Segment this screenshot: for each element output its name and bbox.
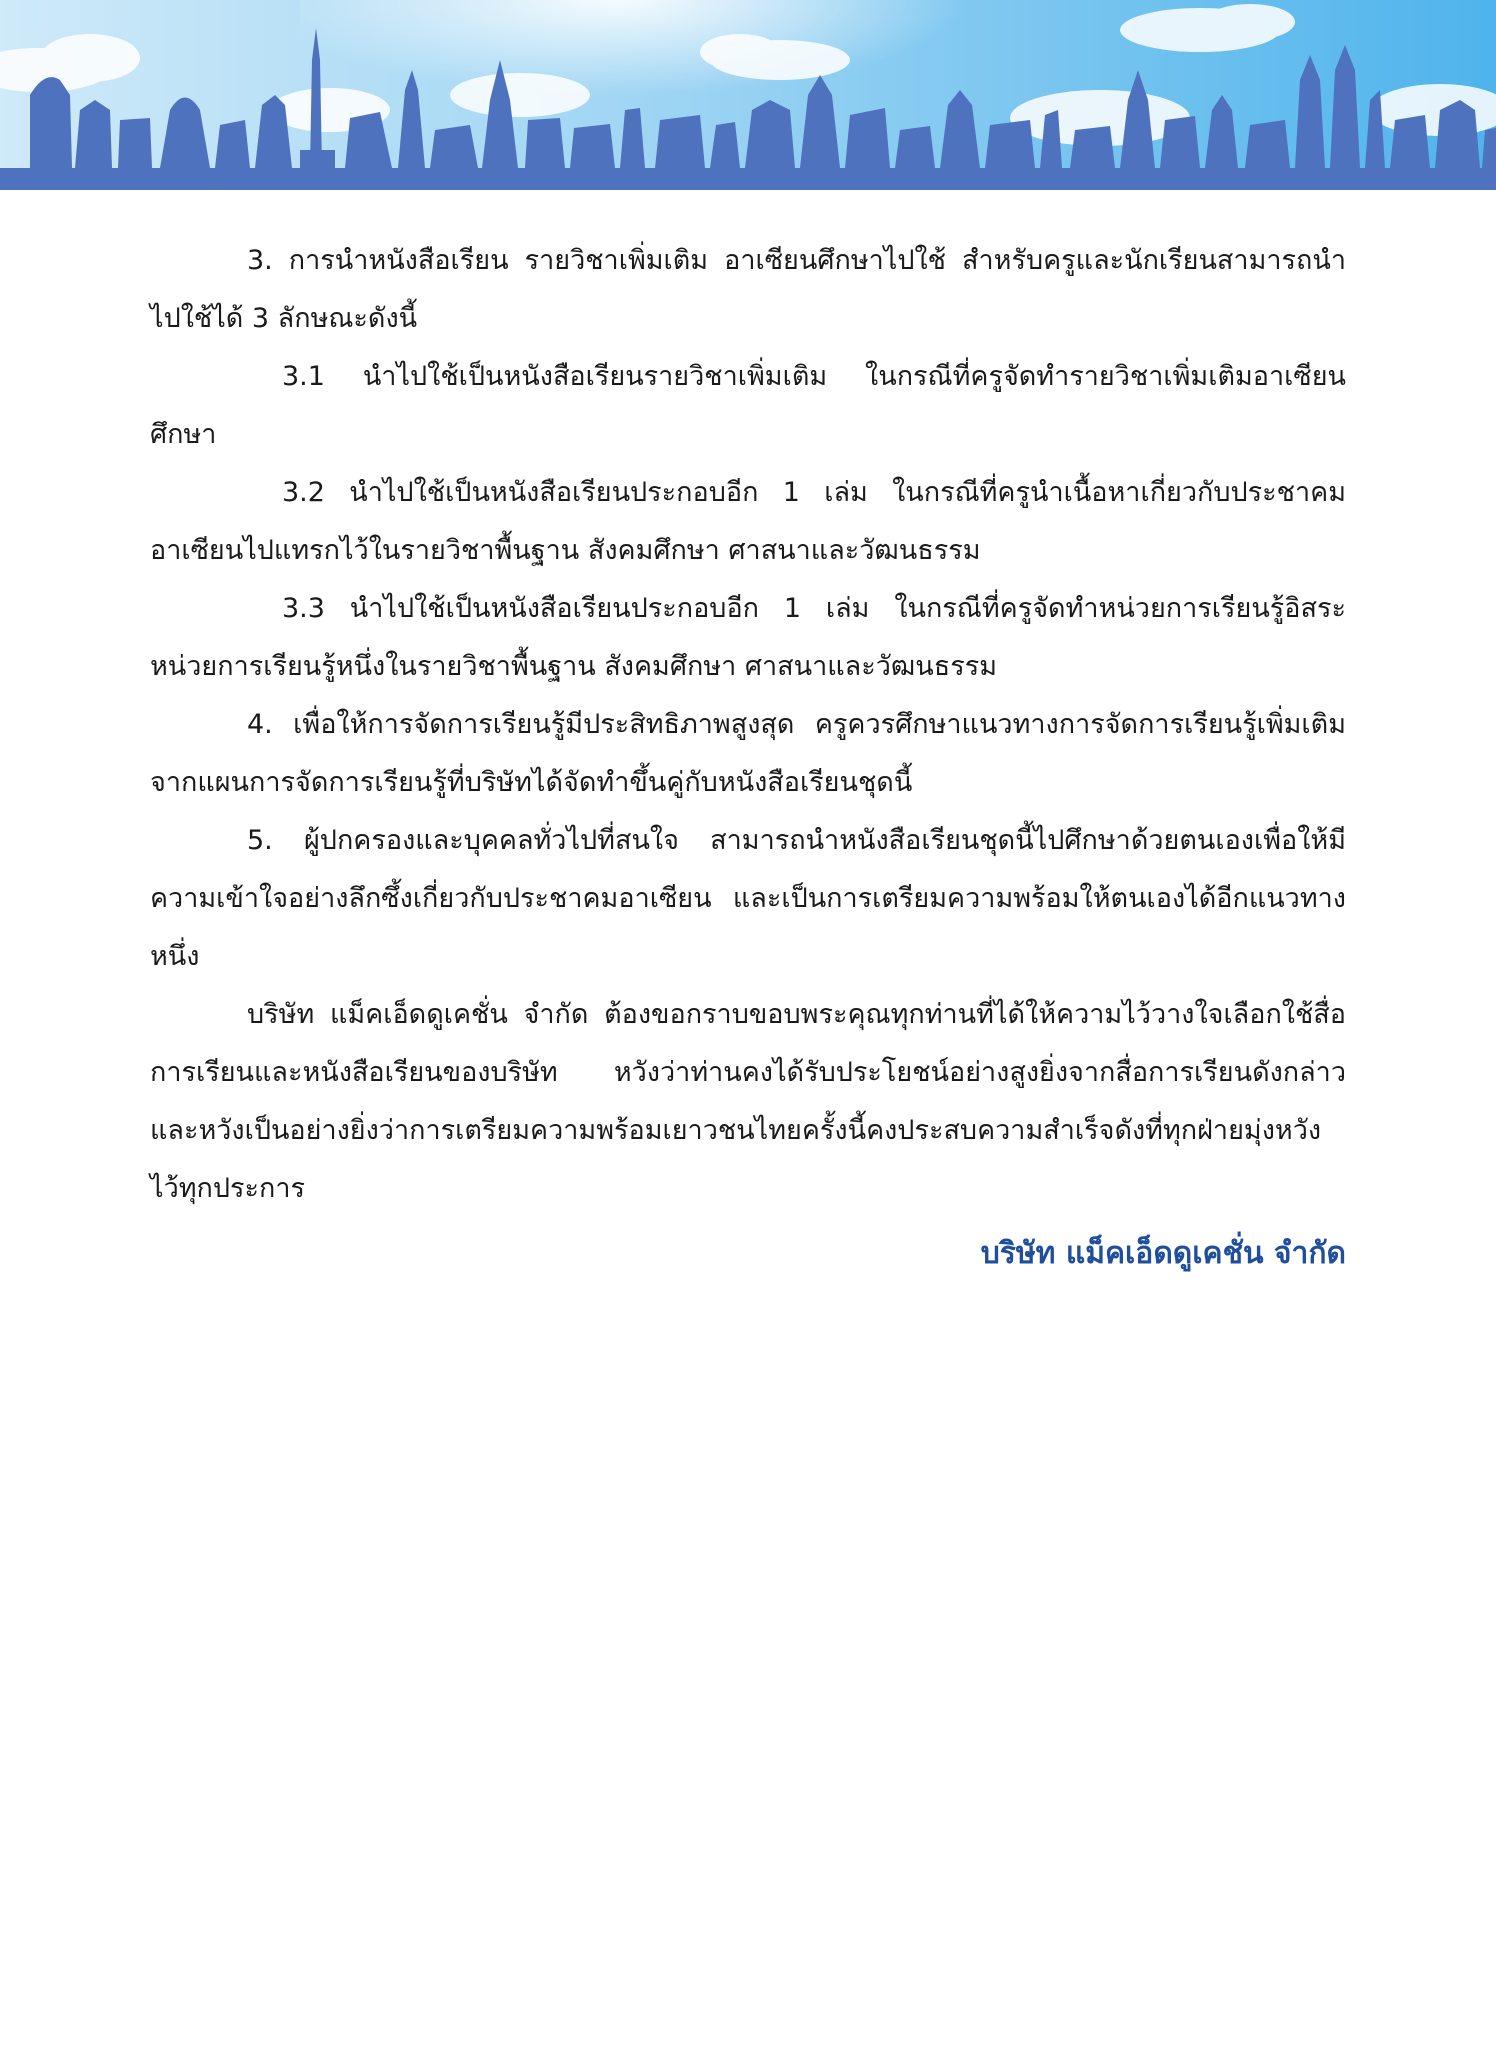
company-signature: บริษัท แม็คเอ็ดดูเคชั่น จำกัด	[980, 1236, 1346, 1271]
paragraph-3: 3. การนำหนังสือเรียน รายวิชาเพิ่มเติม อาเซียนศึกษาไปใช้ สำหรับครูและนักเรียนสามารถนำไปใช้ได้ 3 ลักษณะดังนี้	[150, 245, 1346, 334]
paragraph-3-1: 3.1 นำไปใช้เป็นหนังสือเรียนรายวิชาเพิ่มเติม ในกรณีที่ครูจัดทำรายวิชาเพิ่มเติมอาเซียนศึกษา	[150, 361, 1346, 450]
paragraph-4: 4. เพื่อให้การจัดการเรียนรู้มีประสิทธิภาพสูงสุด ครูควรศึกษาแนวทางการจัดการเรียนรู้เพิ่มเติมจากแผนการจัดการเรียนรู้ที่บริษัทได้จัดทำขึ้นคู่กับหนังสือเรียนชุดนี้	[150, 709, 1346, 798]
skyline-illustration	[0, 0, 1496, 190]
body-text	[150, 232, 1346, 1218]
paragraph-3-3: 3.3 นำไปใช้เป็นหนังสือเรียนประกอบอีก 1 เล่ม ในกรณีที่ครูจัดทำหน่วยการเรียนรู้อิสระหน่วยการเรียนรู้หนึ่งในรายวิชาพื้นฐาน สังคมศึกษา ศาสนาและวัฒนธรรม	[150, 593, 1346, 682]
paragraph-3-2: 3.2 นำไปใช้เป็นหนังสือเรียนประกอบอีก 1 เล่ม ในกรณีที่ครูนำเนื้อหาเกี่ยวกับประชาคมอาเซียนไปแทรกไว้ในรายวิชาพื้นฐาน สังคมศึกษา ศาสนาและวัฒนธรรม	[150, 477, 1346, 566]
closing-paragraph: บริษัท แม็คเอ็ดดูเคชั่น จำกัด ต้องขอกราบขอบพระคุณทุกท่านที่ได้ให้ความไว้วางใจเลือกใช้สื่อการเรียนและหนังสือเรียนของบริษัท หวังว่าท่านคงได้รับประโยชน์อย่างสูงยิ่งจากสื่อการเรียนดังกล่าว และหวังเป็นอย่างยิ่งว่าการเตรียมความพร้อมเยาวชนไทยครั้งนี้คงประสบความสำเร็จดังที่ทุกฝ่ายมุ่งหวังไว้ทุกประการ	[150, 999, 1346, 1204]
asean-skyline-banner	[0, 0, 1496, 190]
paragraph-5: 5. ผู้ปกครองและบุคคลทั่วไปที่สนใจ สามารถนำหนังสือเรียนชุดนี้ไปศึกษาด้วยตนเองเพื่อให้มีความเข้าใจอย่างลึกซึ้งเกี่ยวกับประชาคมอาเซียน และเป็นการเตรียมความพร้อมให้ตนเองได้อีกแนวทางหนึ่ง	[150, 825, 1346, 972]
